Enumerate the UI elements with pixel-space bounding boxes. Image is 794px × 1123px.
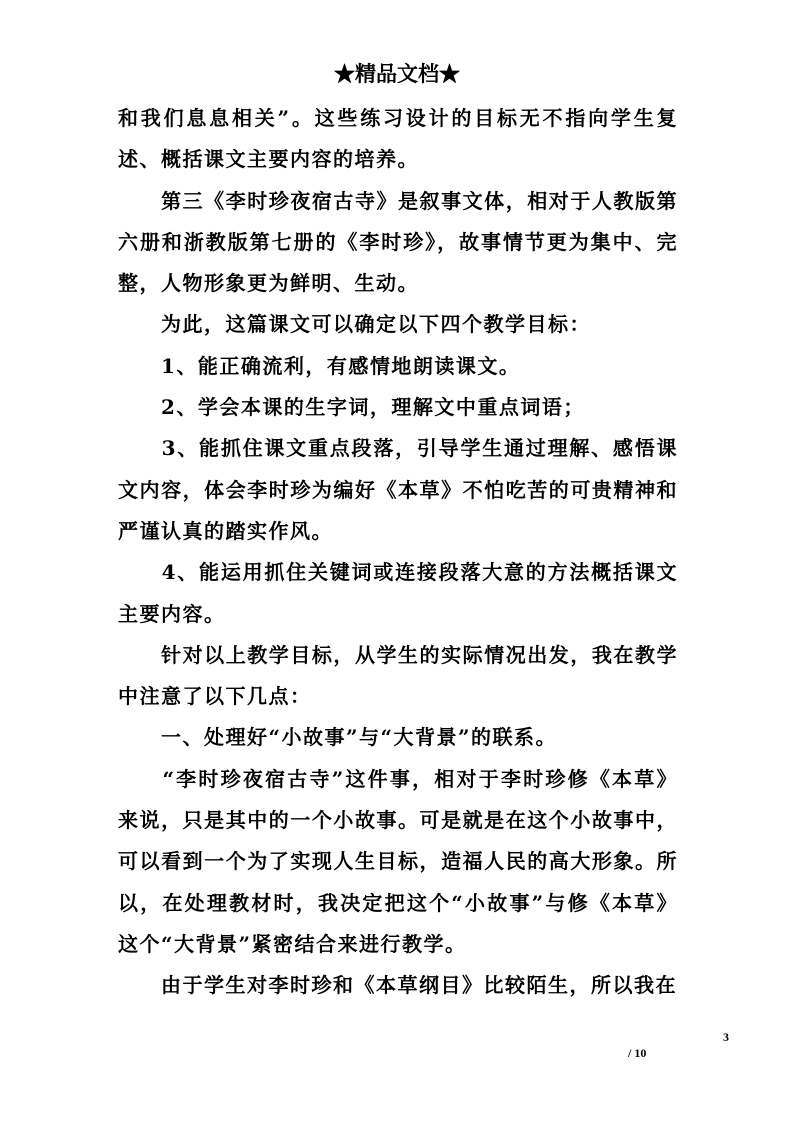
- paragraph: 4、能运用抓住关键词或连接段落大意的方法概括课文主要内容。: [118, 560, 678, 626]
- page-total: / 10: [628, 1046, 647, 1060]
- page-number: 3: [723, 1030, 729, 1044]
- paragraph: 针对以上教学目标，从学生的实际情况出发，我在教学中注意了以下几点：: [118, 642, 678, 709]
- paragraph: 一、处理好“小故事”与“大背景”的联系。: [118, 725, 558, 750]
- paragraph: 和我们息息相关”。这些练习设计的目标无不指向学生复述、概括课文主要内容的培养。: [118, 106, 678, 172]
- document-header: ★精品文档★: [334, 61, 460, 86]
- paragraph: 为此，这篇课文可以确定以下四个教学目标：: [118, 312, 591, 337]
- paragraph: “李时珍夜宿古寺”这件事，相对于李时珍修《本草》来说，只是其中的一个小故事。可是就是在这个小故事中，可以看到一个为了实现人生目标，造福人民的高大形象。所以，在处理教材时，我决定把这个“小故事”与修《本草》这个“大背景”紧密结合来进行教学。: [118, 766, 678, 956]
- paragraph: 3、能抓住课文重点段落，引导学生通过理解、感悟课文内容，体会李时珍为编好《本草》不怕吃苦的可贵精神和严谨认真的踏实作风。: [118, 436, 678, 543]
- document-body: [118, 98, 678, 1007]
- paragraph: 2、学会本课的生字词，理解文中重点词语；: [118, 395, 585, 420]
- paragraph: 1、能正确流利，有感情地朗读课文。: [118, 353, 521, 378]
- paragraph: 第三《李时珍夜宿古寺》是叙事文体，相对于人教版第六册和浙教版第七册的《李时珍》，故事情节更为集中、完整，人物形象更为鲜明、生动。: [118, 188, 678, 296]
- paragraph: 由于学生对李时珍和《本草纲目》比较陌生，所以我在: [118, 973, 677, 998]
